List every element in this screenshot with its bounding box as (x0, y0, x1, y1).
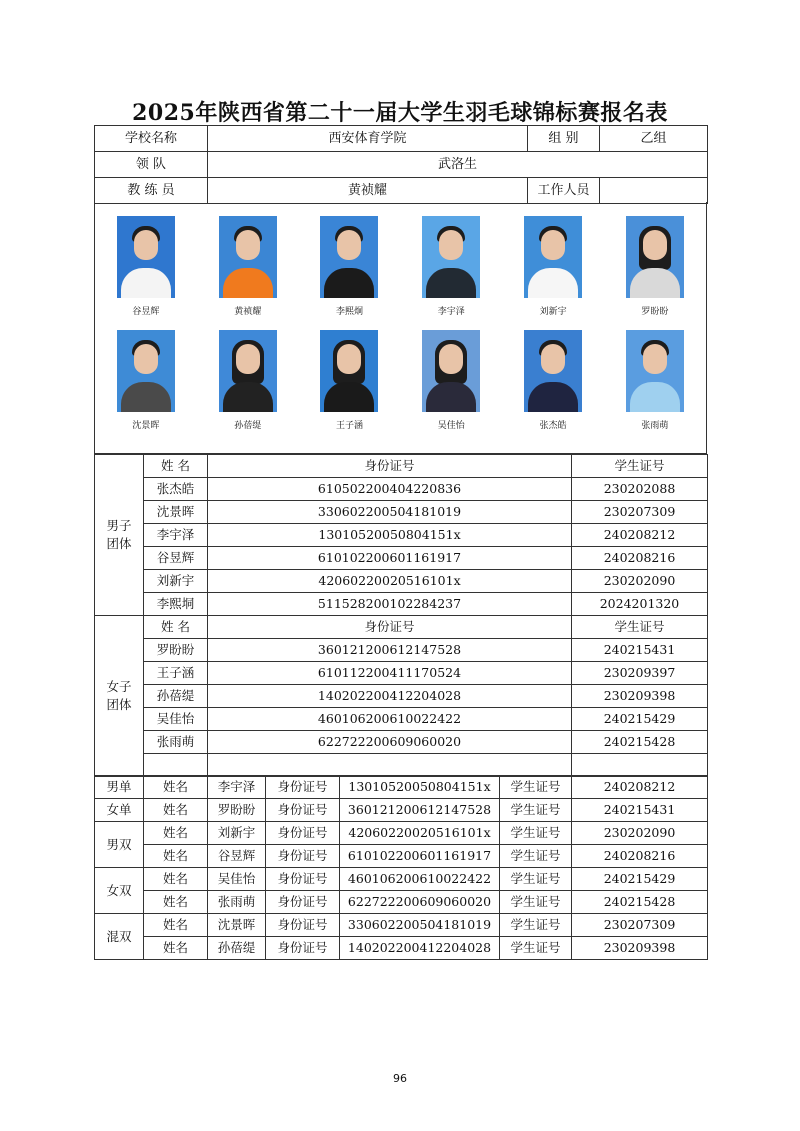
portrait-photo (422, 330, 480, 412)
group-value: 乙组 (600, 126, 708, 152)
table-row: 沈景晖 330602200504181019 230207309 (95, 501, 708, 524)
leader-value: 武洛生 (208, 152, 708, 178)
portrait-photo (320, 216, 378, 298)
photo-card (197, 216, 299, 317)
table-row: 混双 姓名 沈景晖 身份证号 330602200504181019 学生证号 230207309 (95, 914, 708, 937)
table-row: 张杰皓 610502200404220836 230202088 (95, 478, 708, 501)
leader-label: 领 队 (95, 152, 208, 178)
coach-row (95, 178, 708, 204)
photo-name: 王子涵 (335, 421, 363, 431)
table-row: 张雨萌 622722200609060020 240215428 (95, 731, 708, 754)
table-row: 男双 姓名 刘新宇 身份证号 42060220020516101x 学生证号 230202090 (95, 822, 708, 845)
women-team-label: 女子 团体 (95, 616, 144, 777)
table-row: 姓名 孙蓓缇 身份证号 140202200412204028 学生证号 230209398 (95, 937, 708, 960)
name-header: 姓 名 (144, 455, 208, 478)
header-table (94, 125, 708, 204)
empty-row (95, 754, 708, 777)
men-team-label: 男子 团体 (95, 455, 144, 616)
photo-card (502, 330, 604, 431)
table-row: 男单 姓名 李宇泽 身份证号 13010520050804151x 学生证号 240208212 (95, 776, 708, 799)
photo-name: 吴佳怡 (437, 421, 465, 431)
photo-name: 刘新宇 (539, 307, 567, 317)
md-label: 男双 (95, 822, 144, 868)
wd-label: 女双 (95, 868, 144, 914)
photo-name: 罗盼盼 (641, 307, 669, 317)
portrait-photo (626, 216, 684, 298)
team-table (94, 454, 708, 777)
table-row: 姓名 张雨萌 身份证号 622722200609060020 学生证号 240215428 (95, 891, 708, 914)
table-row: 王子涵 610112200411170524 230209397 (95, 662, 708, 685)
coach-value: 黄祯耀 (208, 178, 528, 204)
photo-row-2 (95, 330, 706, 431)
photo-row-1 (95, 216, 706, 317)
staff-value (600, 178, 708, 204)
page-title: 2025年陕西省第二十一届大学生羽毛球锦标赛报名表 (132, 100, 668, 126)
group-label: 组 别 (528, 126, 600, 152)
table-row: 李宇泽 13010520050804151x 240208212 (95, 524, 708, 547)
portrait-photo (117, 330, 175, 412)
photo-name: 李熙炯 (335, 307, 363, 317)
leader-row (95, 152, 708, 178)
name-header: 姓 名 (144, 616, 208, 639)
photo-name: 张雨萌 (641, 421, 669, 431)
staff-label: 工作人员 (528, 178, 600, 204)
table-row: 女单 姓名 罗盼盼 身份证号 360121200612147528 学生证号 240215431 (95, 799, 708, 822)
coach-label: 教 练 员 (95, 178, 208, 204)
photo-card (95, 330, 197, 431)
table-row: 刘新宇 42060220020516101x 230202090 (95, 570, 708, 593)
photo-card (400, 216, 502, 317)
table-row: 孙蓓缇 140202200412204028 230209398 (95, 685, 708, 708)
table-row: 谷昱辉 610102200601161917 240208216 (95, 547, 708, 570)
school-row (95, 126, 708, 152)
table-row: 姓名 谷昱辉 身份证号 610102200601161917 学生证号 240208216 (95, 845, 708, 868)
portrait-photo (524, 216, 582, 298)
photo-card (299, 216, 401, 317)
photo-grid (94, 202, 707, 454)
portrait-photo (422, 216, 480, 298)
sid-header: 学生证号 (572, 455, 708, 478)
photo-card (299, 330, 401, 431)
portrait-photo (524, 330, 582, 412)
portrait-photo (626, 330, 684, 412)
portrait-photo (219, 216, 277, 298)
men-header-row (95, 455, 708, 478)
table-row: 罗盼盼 360121200612147528 240215431 (95, 639, 708, 662)
xd-label: 混双 (95, 914, 144, 960)
photo-card (502, 216, 604, 317)
photo-card (604, 330, 706, 431)
women-header-row (95, 616, 708, 639)
id-header: 身份证号 (208, 616, 572, 639)
photo-name: 李宇泽 (437, 307, 465, 317)
photo-card (604, 216, 706, 317)
portrait-photo (219, 330, 277, 412)
photo-name: 孙蓓缇 (234, 421, 262, 431)
events-table (94, 775, 708, 960)
table-row: 女双 姓名 吴佳怡 身份证号 460106200610022422 学生证号 240215429 (95, 868, 708, 891)
photo-name: 张杰皓 (539, 421, 567, 431)
sid-header: 学生证号 (572, 616, 708, 639)
photo-card (197, 330, 299, 431)
photo-name: 谷昱辉 (132, 307, 160, 317)
table-row: 李熙垌 511528200102284237 2024201320 (95, 593, 708, 616)
photo-card (400, 330, 502, 431)
photo-name: 沈景晖 (132, 421, 160, 431)
table-row: 吴佳怡 460106200610022422 240215429 (95, 708, 708, 731)
id-header: 身份证号 (208, 455, 572, 478)
school-label: 学校名称 (95, 126, 208, 152)
portrait-photo (320, 330, 378, 412)
photo-card (95, 216, 197, 317)
ms-label: 男单 (95, 776, 144, 799)
ws-label: 女单 (95, 799, 144, 822)
photo-name: 黄祯耀 (234, 307, 262, 317)
portrait-photo (117, 216, 175, 298)
page-number: 96 (393, 1072, 407, 1085)
school-value: 西安体育学院 (208, 126, 528, 152)
